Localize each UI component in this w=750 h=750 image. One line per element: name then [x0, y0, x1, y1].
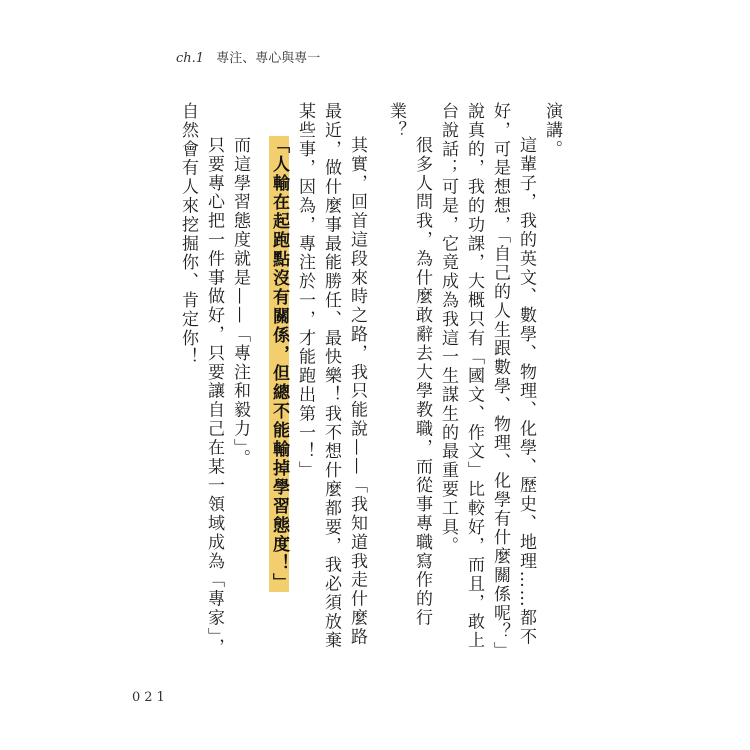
- paragraph-school-subjects: 這輩子，我的英文、數學、物理、化學、歷史、地理……都不好，可是想想，「自己的人生跟數學、物理、化學有什麼關係呢？」說真的，我的功課，大概只有「國文、作文」比較好，而且，敢上台說話；可是，它竟成為我這一生謀生的最重要工具。: [438, 102, 536, 661]
- chapter-title: 專注、專心與專一: [216, 51, 321, 66]
- highlighted-quote: 「人輸在起跑點沒有關係，但總不能輸掉學習態度！」: [269, 136, 289, 592]
- paragraph-answer: 其實，回首這段來時之路，我只能說——「我知道我走什麼路最近，做什麼事最能勝任、最快樂！我不想什麼都要，我必須放棄某些事，因為，專注於一，才能跑出第一！」: [295, 102, 367, 651]
- running-header: [176, 47, 320, 66]
- highlighted-quote-paragraph: [266, 102, 292, 662]
- vertical-body-text: [175, 102, 565, 662]
- paragraph-continuation: 演講。: [542, 102, 562, 159]
- page-number: 021: [132, 690, 169, 705]
- chapter-label: ch.1: [176, 51, 205, 66]
- paragraph-learning-attitude: 而這學習態度就是——「專注和毅力」。: [230, 136, 250, 468]
- paragraph-conclusion: 只要專心把一件事做好，只要讓自己在某一領域成為「專家」，自然會有人來挖掘你、肯定你！: [178, 102, 224, 657]
- paragraph-question: 很多人問我，為什麼敢辭去大學教職，而從事專職寫作的行業？: [386, 102, 432, 628]
